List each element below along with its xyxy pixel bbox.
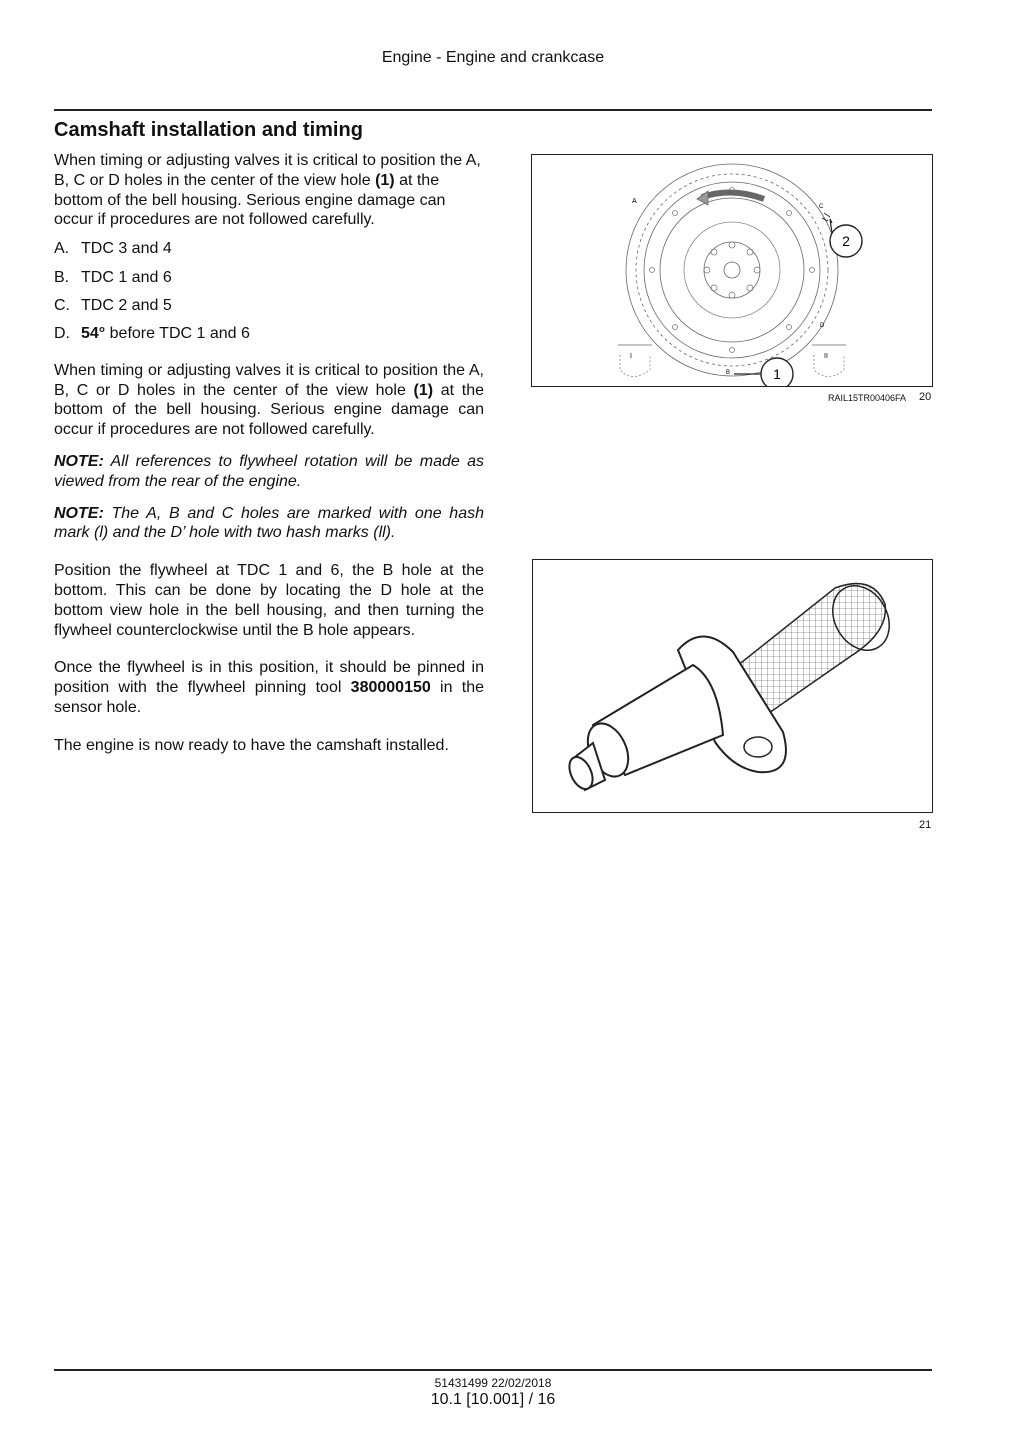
list-item: D. 54° before TDC 1 and 6 — [54, 325, 250, 343]
figure-number-20: 20 — [919, 391, 932, 403]
list-item: B. TDC 1 and 6 — [54, 268, 172, 286]
pinning-tool-figure — [532, 559, 933, 813]
hole-label-b: B — [726, 370, 731, 376]
hole-label-a: A — [632, 198, 637, 205]
pinned-paragraph: Once the flywheel is in this position, it should be pinned in position with the flywheel pinning tool 380000150 in the sensor hole. — [54, 659, 484, 716]
footer-page-number: 10.1 [10.001] / 16 — [430, 1391, 556, 1408]
footer-rule — [54, 1369, 932, 1371]
note-hash-marks: NOTE: The A, B and C holes are marked with one hash mark (l) and the D’ hole with two hash marks (ll). — [54, 504, 484, 542]
figure-code: RAIL15TR00406FA — [828, 393, 907, 403]
flywheel-diagram — [532, 155, 932, 386]
repeat-paragraph: When timing or adjusting valves it is critical to position the A, B, C or D holes in the center of the view hole (1) at the bottom of the bell housing. Serious engine damage can occur if procedures are not followed carefully. — [54, 361, 484, 439]
list-item: A. TDC 3 and 4 — [54, 240, 172, 258]
figure-number-21: 21 — [919, 819, 932, 831]
flywheel-figure — [531, 154, 933, 387]
pinning-tool-drawing — [533, 560, 932, 812]
svg-text:2: 2 — [842, 233, 850, 249]
hole-label-c: C — [819, 204, 824, 210]
list-item: C. TDC 2 and 5 — [54, 296, 172, 314]
note-rotation: NOTE: All references to flywheel rotation will be made as viewed from the rear of the engine. — [54, 452, 484, 490]
hash-double: II — [824, 353, 828, 360]
intro-paragraph: When timing or adjusting valves it is critical to position the A, B, C or D holes in the center of the view hole (1) at the bottom of the bell housing. Serious engine damage can occur if procedures are not followed carefully. — [54, 152, 481, 229]
hash-single: I — [630, 353, 632, 360]
header-rule — [54, 109, 932, 111]
section-title: Camshaft installation and timing — [54, 119, 363, 141]
svg-text:1: 1 — [773, 366, 781, 382]
flange-hole — [744, 737, 772, 757]
page-header-title: Engine - Engine and crankcase — [381, 49, 605, 66]
body-text-column — [54, 151, 484, 756]
footer-document-number: 51431499 22/02/2018 — [434, 1376, 552, 1390]
ready-paragraph: The engine is now ready to have the camshaft installed. — [54, 736, 449, 754]
hole-label-d: D — [820, 323, 825, 329]
position-paragraph: Position the flywheel at TDC 1 and 6, the B hole at the bottom. This can be done by locating the D hole at the bottom view hole in the bell housing, and then turning the flywheel counterclockwise until the B hole appears. — [54, 562, 484, 639]
